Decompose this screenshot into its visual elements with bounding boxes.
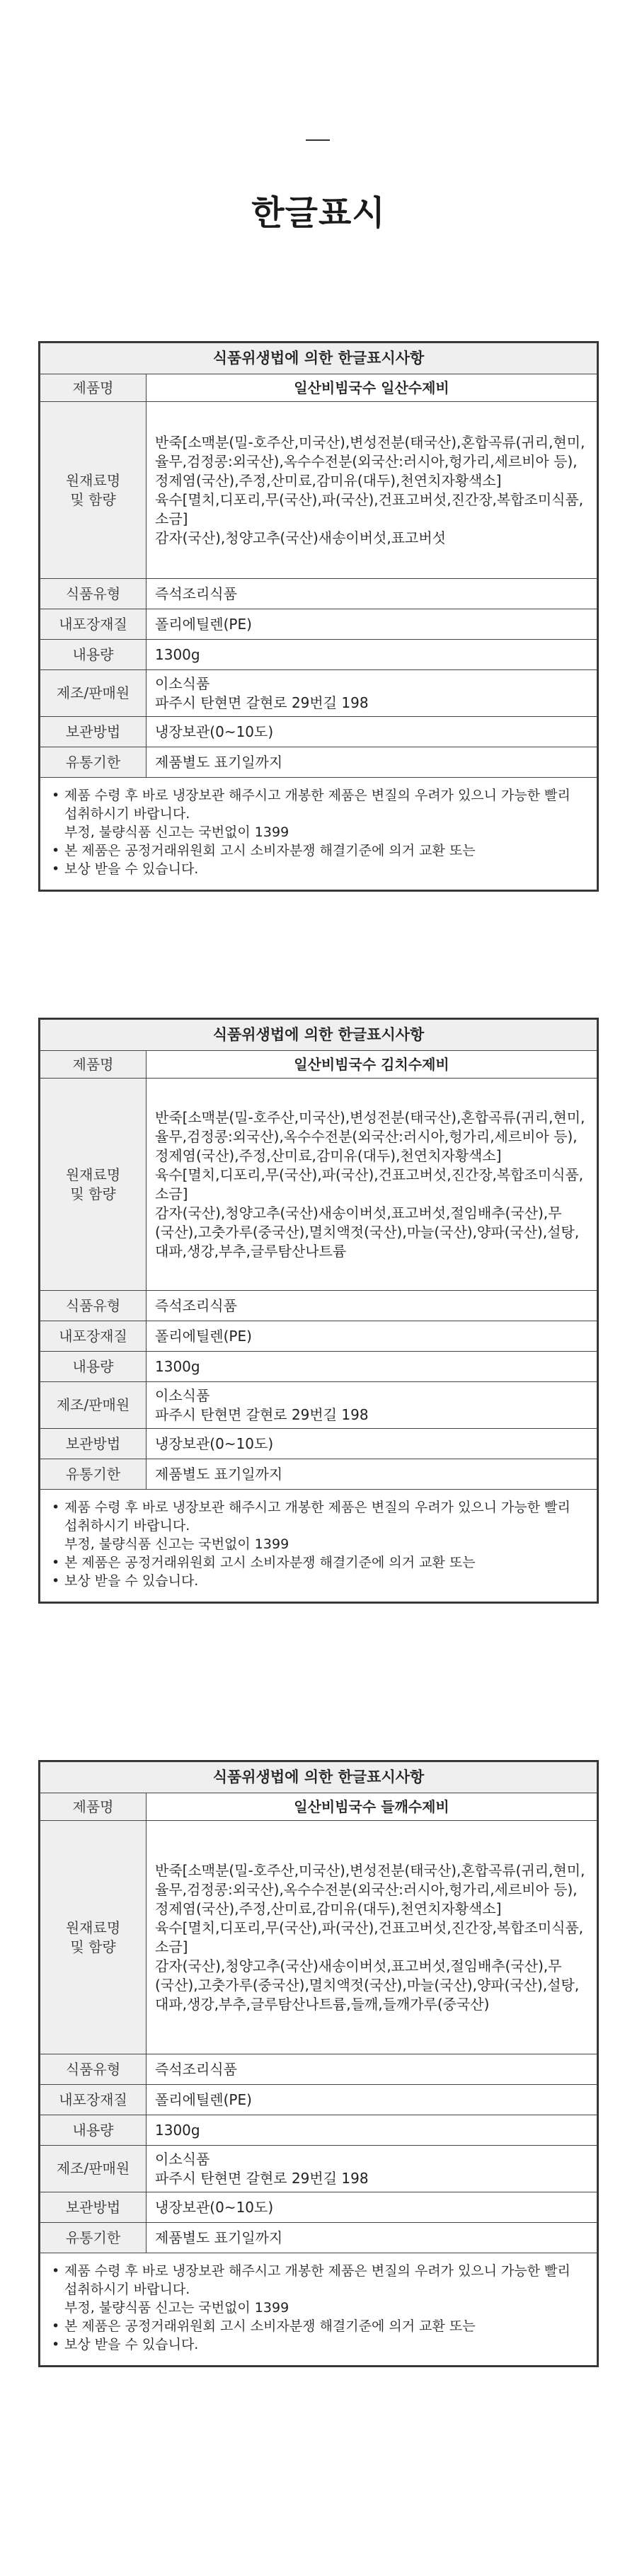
storage-label: 보관방법 — [40, 717, 147, 747]
ingredients-label: 원재료명 및 함량 — [40, 1821, 147, 2054]
bullet-icon: • — [52, 843, 60, 858]
storage-value: 냉장보관(0~10도) — [147, 1429, 597, 1459]
bullet-icon: • — [52, 2263, 60, 2279]
expiry-label: 유통기한 — [40, 2223, 147, 2253]
bullet-icon: • — [52, 861, 60, 877]
packaging-label: 내포장재질 — [40, 609, 147, 640]
notice-item: • 제품 수령 후 바로 냉장보관 해주시고 개봉한 제품은 변질의 우려가 있으니 가능한 빨리 섭취하시기 바랍니다. 부정, 불량식품 신고는 국번없이 1399 — [52, 1500, 570, 1552]
bullet-icon: • — [52, 1555, 60, 1570]
storage-value: 냉장보관(0~10도) — [147, 717, 597, 747]
ingredients-label: 원재료명 및 함량 — [40, 402, 147, 579]
label-header: 식품위생법에 의한 한글표시사항 — [40, 1762, 597, 1793]
food-label-table — [38, 1760, 599, 2367]
expiry-label: 유통기한 — [40, 1459, 147, 1490]
bullet-icon: • — [52, 788, 60, 803]
product-name-value: 일산비빔국수 김치수제비 — [147, 1051, 597, 1079]
net-weight-value: 1300g — [147, 640, 597, 670]
food-type-value: 즉석조리식품 — [147, 579, 597, 609]
manufacturer-label: 제조/판매원 — [40, 2146, 147, 2192]
product-name-label: 제품명 — [40, 1793, 147, 1821]
manufacturer-value: 이소식품 파주시 탄현면 갈현로 29번길 198 — [147, 670, 597, 717]
expiry-value: 제품별도 표기일까지 — [147, 747, 597, 778]
notice-item: • 보상 받을 수 있습니다. — [52, 861, 199, 877]
packaging-value: 폴리에틸렌(PE) — [147, 1321, 597, 1352]
bullet-icon: • — [52, 1500, 60, 1515]
product-name-label: 제품명 — [40, 1051, 147, 1079]
notice-item: • 본 제품은 공정거래위원회 고시 소비자분쟁 해결기준에 의거 교환 또는 — [52, 843, 476, 858]
notice-item: • 제품 수령 후 바로 냉장보관 해주시고 개봉한 제품은 변질의 우려가 있으니 가능한 빨리 섭취하시기 바랍니다. 부정, 불량식품 신고는 국번없이 1399 — [52, 788, 570, 840]
notice-item: • 제품 수령 후 바로 냉장보관 해주시고 개봉한 제품은 변질의 우려가 있으니 가능한 빨리 섭취하시기 바랍니다. 부정, 불량식품 신고는 국번없이 1399 — [52, 2263, 570, 2316]
manufacturer-value: 이소식품 파주시 탄현면 갈현로 29번길 198 — [147, 2146, 597, 2192]
packaging-label: 내포장재질 — [40, 1321, 147, 1352]
product-name-value: 일산비빔국수 일산수제비 — [147, 374, 597, 402]
net-weight-value: 1300g — [147, 1352, 597, 1382]
food-type-label: 식품유형 — [40, 2054, 147, 2085]
food-type-value: 즉석조리식품 — [147, 1291, 597, 1321]
manufacturer-value: 이소식품 파주시 탄현면 갈현로 29번길 198 — [147, 1382, 597, 1429]
food-type-label: 식품유형 — [40, 1291, 147, 1321]
packaging-value: 폴리에틸렌(PE) — [147, 609, 597, 640]
food-type-label: 식품유형 — [40, 579, 147, 609]
net-weight-label: 내용량 — [40, 1352, 147, 1382]
net-weight-label: 내용량 — [40, 640, 147, 670]
label-header: 식품위생법에 의한 한글표시사항 — [40, 343, 597, 374]
notice-item: • 보상 받을 수 있습니다. — [52, 1573, 199, 1589]
storage-label: 보관방법 — [40, 1429, 147, 1459]
bullet-icon: • — [52, 2337, 60, 2352]
manufacturer-label: 제조/판매원 — [40, 1382, 147, 1429]
notice-section — [40, 778, 597, 890]
expiry-label: 유통기한 — [40, 747, 147, 778]
title-divider — [306, 139, 330, 141]
food-label-table — [38, 341, 599, 892]
ingredients-value: 반죽[소맥분(밀-호주산,미국산),변성전분(태국산),혼합곡류(귀리,현미,율무,검정콩:외국산),옥수수전분(외국산:러시아,헝가리,세르비아 등),정제염(국산),주정,산미료,감미유(대두),천연치자황색소] 육수[멸치,디포리,무(국산),파(국산),건표고버섯,진간장,복합조미식품,소금] 감자(국산),청양고추(국산)새송이버섯,표고버섯,절임배추(국산),무(국산),고춧가루(중국산),멸치액젓(국산),마늘(국산),양파(국산),설탕,대파,생강,부추,글루탐산나트륨 — [147, 1079, 597, 1291]
ingredients-value: 반죽[소맥분(밀-호주산,미국산),변성전분(태국산),혼합곡류(귀리,현미,율무,검정콩:외국산),옥수수전분(외국산:러시아,헝가리,세르비아 등),정제염(국산),주정,산미료,감미유(대두),천연치자황색소] 육수[멸치,디포리,무(국산),파(국산),건표고버섯,진간장,복합조미식품,소금] 감자(국산),청양고추(국산)새송이버섯,표고버섯 — [147, 402, 597, 579]
ingredients-label: 원재료명 및 함량 — [40, 1079, 147, 1291]
notice-item: • 본 제품은 공정거래위원회 고시 소비자분쟁 해결기준에 의거 교환 또는 — [52, 2318, 476, 2334]
ingredients-value: 반죽[소맥분(밀-호주산,미국산),변성전분(태국산),혼합곡류(귀리,현미,율무,검정콩:외국산),옥수수전분(외국산:러시아,헝가리,세르비아 등),정제염(국산),주정,산미료,감미유(대두),천연치자황색소] 육수[멸치,디포리,무(국산),파(국산),건표고버섯,진간장,복합조미식품,소금] 감자(국산),청양고추(국산)새송이버섯,표고버섯,절임배추(국산),무(국산),고춧가루(중국산),멸치액젓(국산),마늘(국산),양파(국산),설탕,대파,생강,부추,글루탐산나트륨,들깨,들깨가루(중국산) — [147, 1821, 597, 2054]
manufacturer-label: 제조/판매원 — [40, 670, 147, 717]
storage-label: 보관방법 — [40, 2192, 147, 2223]
bullet-icon: • — [52, 2318, 60, 2334]
notice-item: • 본 제품은 공정거래위원회 고시 소비자분쟁 해결기준에 의거 교환 또는 — [52, 1555, 476, 1570]
expiry-value: 제품별도 표기일까지 — [147, 2223, 597, 2253]
page-title: 한글표시 — [251, 193, 386, 233]
food-label-table — [38, 1018, 599, 1604]
product-name-label: 제품명 — [40, 374, 147, 402]
food-type-value: 즉석조리식품 — [147, 2054, 597, 2085]
net-weight-label: 내용량 — [40, 2115, 147, 2146]
notice-section — [40, 1490, 597, 1602]
notice-section — [40, 2253, 597, 2366]
packaging-label: 내포장재질 — [40, 2085, 147, 2115]
product-name-value: 일산비빔국수 들깨수제비 — [147, 1793, 597, 1821]
label-header: 식품위생법에 의한 한글표시사항 — [40, 1020, 597, 1051]
packaging-value: 폴리에틸렌(PE) — [147, 2085, 597, 2115]
net-weight-value: 1300g — [147, 2115, 597, 2146]
notice-item: • 보상 받을 수 있습니다. — [52, 2337, 199, 2352]
bullet-icon: • — [52, 1573, 60, 1589]
storage-value: 냉장보관(0~10도) — [147, 2192, 597, 2223]
expiry-value: 제품별도 표기일까지 — [147, 1459, 597, 1490]
